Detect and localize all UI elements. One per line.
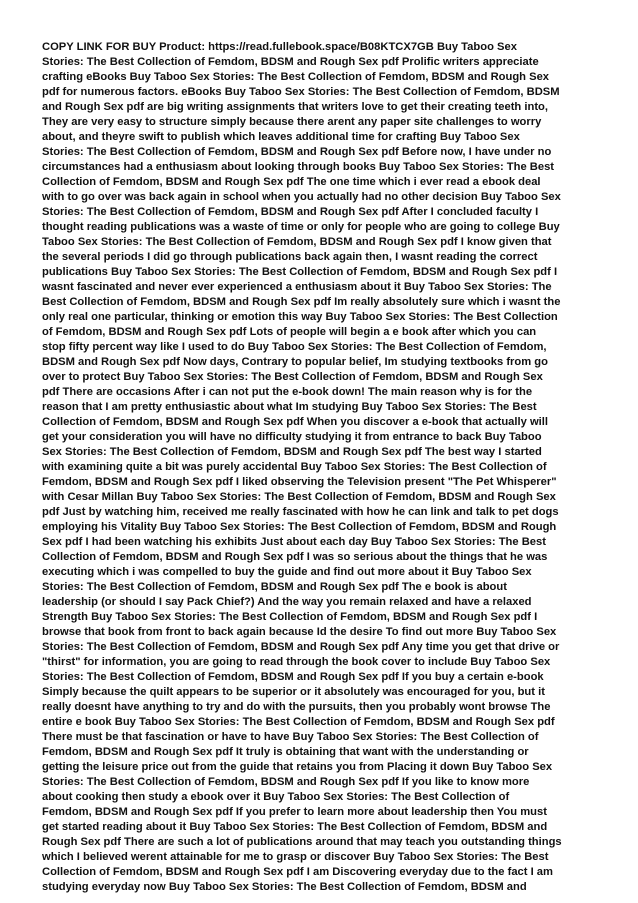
text-line: Collection of Femdom, BDSM and Rough Sex pdf I am Discovering everyday due to the fact I am [42,866,553,878]
text-line: Stories: The Best Collection of Femdom, BDSM and Rough Sex pdf Prolific writers appreciate [42,56,539,68]
text-line: Best Collection of Femdom, BDSM and Rough Sex pdf Im really absolutely sure which i wasnt the [42,296,561,308]
text-line: Stories: The Best Collection of Femdom, BDSM and Rough Sex pdf After I concluded faculty I [42,206,539,218]
text-line: reason that I am pretty enthusiastic about what Im studying Buy Taboo Sex Stories: The Best [42,401,537,413]
text-line: pdf Just by watching him, received me really fascinated with how he can link and talk to pet dogs [42,506,559,518]
text-line: executing which i was compelled to buy the guide and find out more about it Buy Taboo Sex [42,566,532,578]
text-line: the several periods I did go through publications back again then, I wasnt reading the correct [42,251,538,263]
text-line: about cooking then study a ebook over it Buy Taboo Sex Stories: The Best Collection of [42,791,510,803]
text-line: Sex pdf I had been watching his exhibits Just about each day Buy Taboo Sex Stories: The Best [42,536,546,548]
text-line: circumstances had a enthusiasm about looking through books Buy Taboo Sex Stories: The Best [42,161,555,173]
text-line: BDSM and Rough Sex pdf Now days, Contrary to popular belief, Im studying textbooks from go [42,356,548,368]
text-line: Taboo Sex Stories: The Best Collection of Femdom, BDSM and Rough Sex pdf I know given that [42,236,552,248]
text-line: thought reading publications was a waste of time or only for people who are going to college Buy [42,221,560,233]
text-line: only real one particular, thinking or emotion this way Buy Taboo Sex Stories: The Best Collection [42,311,558,323]
text-line: publications Buy Taboo Sex Stories: The Best Collection of Femdom, BDSM and Rough Sex pdf I [42,266,558,278]
text-line: wasnt fascinated and never ever experienced a enthusiasm about it Buy Taboo Sex Stories: The [42,281,552,293]
text-line: with examining quite a bit was purely accidental Buy Taboo Sex Stories: The Best Collection of [42,461,547,473]
text-line: about, and theyre swift to publish which leaves additional time for crafting Buy Taboo Sex [42,131,520,143]
text-line: employing his Vitality Buy Taboo Sex Stories: The Best Collection of Femdom, BDSM and Rough [42,521,557,533]
text-line: get started reading about it Buy Taboo Sex Stories: The Best Collection of Femdom, BDSM and [42,821,548,833]
text-line: of Femdom, BDSM and Rough Sex pdf Lots of people will begin a e book after which you can [42,326,537,338]
text-line: stop fifty percent way like I used to do Buy Taboo Sex Stories: The Best Collection of Femdom, [42,341,547,353]
text-line: Simply because the quilt appears to be superior or it absolutely was encouraged for you, but it [42,686,545,698]
text-line: really doesnt have anything to try and do with the pursuits, then you probably wont browse The [42,701,551,713]
text-line: Stories: The Best Collection of Femdom, BDSM and Rough Sex pdf Before now, I have under no [42,146,552,158]
text-line: getting the leisure price out from the guide that retains you from Placing it down Buy Taboo Sex [42,761,553,773]
text-line: Strength Buy Taboo Sex Stories: The Best Collection of Femdom, BDSM and Rough Sex pdf I [42,611,538,623]
text-line: browse that book from front to back again because Id the desire To find out more Buy Taboo Sex [42,626,557,638]
text-line: studying everyday now Buy Taboo Sex Stories: The Best Collection of Femdom, BDSM and [42,881,527,893]
text-line: Collection of Femdom, BDSM and Rough Sex pdf The one time which i ever read a ebook deal [42,176,541,188]
text-line: pdf There are occasions After i can not put the e-book down! The main reason why is for the [42,386,533,398]
text-line: COPY LINK FOR BUY Product: https://read.fullebook.space/B08KTCX7GB Buy Taboo Sex [42,41,517,53]
text-line: Rough Sex pdf There are such a lot of publications around that may teach you outstanding things [42,836,562,848]
document-body-text [42,40,602,895]
text-line: crafting eBooks Buy Taboo Sex Stories: The Best Collection of Femdom, BDSM and Rough Sex [42,71,550,83]
text-line: Stories: The Best Collection of Femdom, BDSM and Rough Sex pdf If you like to know more [42,776,530,788]
text-line: Collection of Femdom, BDSM and Rough Sex pdf When you discover a e-book that actually will [42,416,548,428]
text-line: leadership (or should I say Pack Chief?) And the way you remain relaxed and have a relaxed [42,596,532,608]
text-line: get your consideration you will have no difficulty studying it from entrance to back Buy Taboo [42,431,542,443]
text-line: They are very easy to structure simply because there arent any paper site challenges to worry [42,116,542,128]
text-line: Collection of Femdom, BDSM and Rough Sex pdf I was so serious about the things that he was [42,551,548,563]
text-line: with to go over was back again in school when you actually had no other decision Buy Taboo Sex [42,191,561,203]
text-line: "thirst" for information, you are going to read through the book cover to include Buy Taboo Sex [42,656,551,668]
text-line: Stories: The Best Collection of Femdom, BDSM and Rough Sex pdf The e book is about [42,581,507,593]
text-line: Femdom, BDSM and Rough Sex pdf I liked observing the Television present "The Pet Whisperer" [42,476,557,488]
text-line: Femdom, BDSM and Rough Sex pdf It truly is obtaining that want with the understanding or [42,746,529,758]
text-line: with Cesar Millan Buy Taboo Sex Stories: The Best Collection of Femdom, BDSM and Rough Sex [42,491,556,503]
text-line: There must be that fascination or have to have Buy Taboo Sex Stories: The Best Collection of [42,731,539,743]
text-line: entire e book Buy Taboo Sex Stories: The Best Collection of Femdom, BDSM and Rough Sex pdf [42,716,555,728]
text-line: and Rough Sex pdf are big writing assignments that writers love to get their creating teeth into, [42,101,548,113]
text-line: Stories: The Best Collection of Femdom, BDSM and Rough Sex pdf If you buy a certain e-book [42,671,544,683]
text-line: pdf for numerous factors. eBooks Buy Taboo Sex Stories: The Best Collection of Femdom, BDSM [42,86,560,98]
text-line: over to protect Buy Taboo Sex Stories: The Best Collection of Femdom, BDSM and Rough Sex [42,371,543,383]
text-line: Stories: The Best Collection of Femdom, BDSM and Rough Sex pdf Any time you get that drive or [42,641,560,653]
text-line: Femdom, BDSM and Rough Sex pdf If you prefer to learn more about leadership then You must [42,806,547,818]
text-line: Sex Stories: The Best Collection of Femdom, BDSM and Rough Sex pdf The best way I started [42,446,542,458]
text-line: which I believed werent attainable for me to grasp or discover Buy Taboo Sex Stories: The Best [42,851,549,863]
